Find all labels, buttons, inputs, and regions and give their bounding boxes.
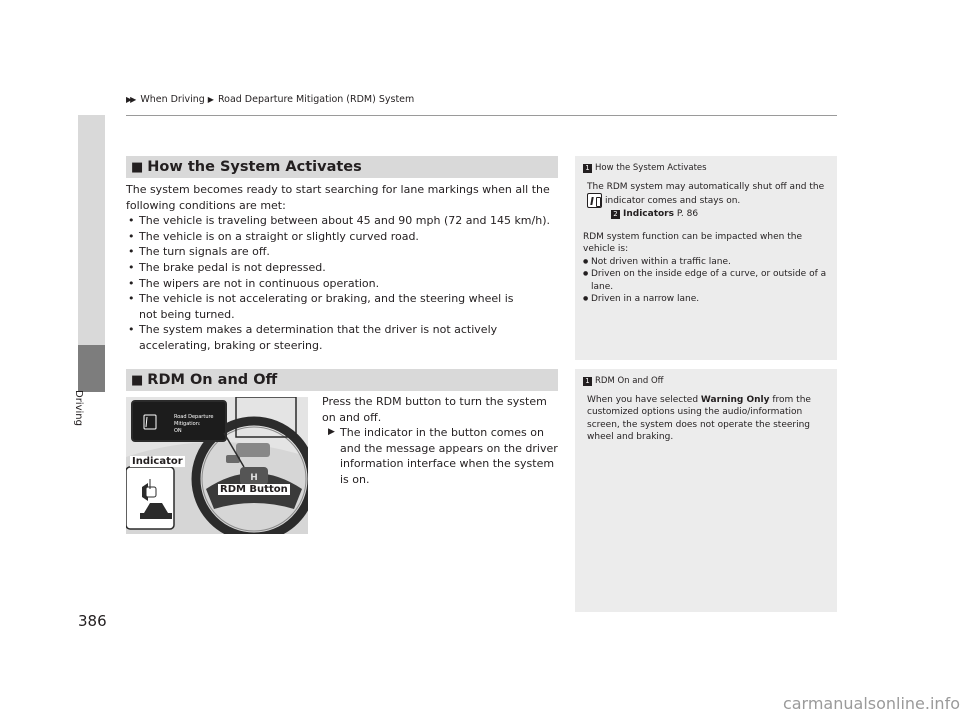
note-title-text: How the System Activates [595, 163, 707, 173]
rdm-button-illustration [126, 397, 308, 534]
breadcrumb-item-when-driving[interactable]: When Driving [140, 94, 205, 105]
condition-item: • The vehicle is traveling between about 45 and 90 mph (72 and 145 km/h). [126, 213, 556, 229]
watermark: carmanualsonline.info [782, 694, 960, 713]
section-heading-text: How the System Activates [147, 159, 362, 175]
note-line-1: The RDM system may automatically shut off and the [587, 181, 825, 192]
intro-line-2: following conditions are met: [126, 198, 286, 212]
section-heading-text: RDM On and Off [147, 372, 278, 388]
note-number-badge: 1 [583, 377, 592, 386]
section-marker: ■ [131, 159, 144, 175]
breadcrumb-item-rdm-system[interactable]: Road Departure Mitigation (RDM) System [217, 94, 415, 105]
note-para-2 [583, 231, 829, 306]
note-bullet-list [583, 256, 829, 306]
result-arrow-icon: ▶ [328, 427, 335, 438]
section2-body [322, 394, 558, 488]
reference-page: P. 86 [676, 209, 699, 219]
screen-message [174, 414, 214, 435]
note-body [583, 181, 829, 221]
note-reference[interactable] [587, 208, 829, 221]
condition-item: • The system makes a determination that the driver is not actively accelerating, braking or steering. [126, 322, 556, 353]
rdm-indicator-icon [587, 193, 602, 208]
note-bullet-item: ● Driven in a narrow lane. [583, 293, 829, 306]
note-line-2: indicator comes and stays on. [605, 196, 741, 206]
note-para-2-text: RDM system function can be impacted when the vehicle is: [583, 231, 802, 254]
intro-line-1: The system becomes ready to start searching for lane markings when all the [126, 183, 550, 196]
rdm-press-instruction: Press the RDM button to turn the system on and off. [322, 395, 547, 424]
condition-item: • The brake pedal is not depressed. [126, 260, 556, 276]
header-rule [126, 115, 837, 116]
note-bullet-item: ● Not driven within a traffic lane. [583, 256, 829, 269]
chapter-tab-marker [78, 345, 105, 392]
condition-item: • The turn signals are off. [126, 244, 556, 260]
breadcrumb [126, 94, 414, 105]
breadcrumb-arrows: ▶▶ [126, 95, 135, 104]
condition-item: • The wipers are not in continuous operation. [126, 276, 556, 292]
note-how-activates [575, 156, 837, 360]
screen-line-1: Road Departure [174, 414, 214, 420]
note-text-bold: Warning Only [700, 394, 770, 405]
note-text-before: When you have selected [587, 394, 701, 405]
screen-line-3: ON [174, 428, 182, 434]
indicator-callout: Indicator [132, 456, 183, 467]
chapter-label [73, 390, 102, 450]
conditions-list [126, 213, 556, 353]
reference-arrow-icon: 2 [611, 210, 620, 219]
condition-item: • The vehicle is on a straight or slightly curved road. [126, 229, 556, 245]
condition-item: • The vehicle is not accelerating or braking, and the steering wheel is not being turned. [126, 291, 556, 322]
note-bullet-item: ● Driven on the inside edge of a curve, or outside of a lane. [583, 268, 829, 293]
chapter-label-text: Driving [73, 390, 84, 426]
note-rdm-on-off [575, 369, 837, 612]
section-marker: ■ [131, 372, 144, 388]
note-line-2-wrap [587, 193, 829, 208]
section-heading-how-activates [126, 156, 558, 178]
rdm-result-text: The indicator in the button comes on and the message appears on the driver information interface when the system is on. [340, 426, 558, 486]
section-heading-rdm-on-off [126, 369, 558, 391]
rdm-result [322, 425, 558, 487]
svg-text:H: H [250, 473, 258, 483]
note-title [583, 375, 829, 388]
note-body [583, 394, 829, 444]
reference-label: Indicators [623, 209, 674, 219]
note-text-after: from the customized options using the audio/information screen, the system does not operate the steering wheel and braking. [587, 394, 811, 442]
page-number: 386 [78, 612, 107, 630]
breadcrumb-separator: ▶ [207, 95, 212, 104]
note-title-text: RDM On and Off [595, 376, 664, 386]
note-number-badge: 1 [583, 164, 592, 173]
section1-body [126, 182, 556, 354]
screen-line-2: Mitigation: [174, 421, 201, 427]
note-title [583, 162, 829, 175]
rdm-button-callout: RDM Button [220, 484, 288, 495]
